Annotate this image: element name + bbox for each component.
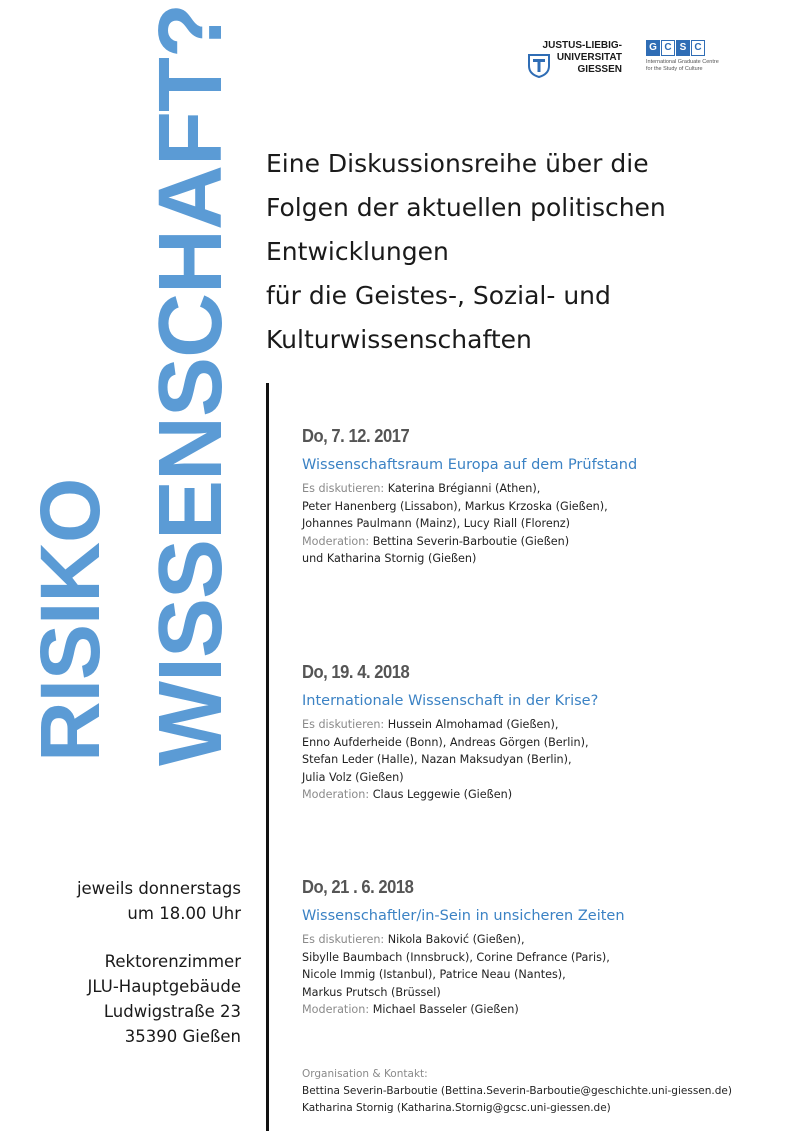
gcsc-sub2: for the Study of Culture xyxy=(646,66,703,72)
event-date: Do, 21 . 6. 2018 xyxy=(302,877,414,897)
speaker-line: Markus Prutsch (Brüssel) xyxy=(302,985,441,999)
discuss-label: Es diskutieren: xyxy=(302,933,385,946)
moderator-line: und Katharina Stornig (Gießen) xyxy=(302,552,477,565)
subtitle-line: für die Geistes-, Sozial- und xyxy=(266,281,611,310)
speaker-line: Johannes Paulmann (Mainz), Lucy Riall (Florenz) xyxy=(302,517,571,530)
contact-section xyxy=(302,1066,782,1117)
event-3 xyxy=(302,877,782,1019)
subtitle-line: Entwicklungen xyxy=(266,237,449,266)
info-time: um 18.00 Uhr xyxy=(127,904,241,923)
moderation-label: Moderation: xyxy=(302,788,370,801)
contact-line-2: Katharina Stornig (Katharina.Stornig@gcsc.uni-giessen.de) xyxy=(302,1102,611,1114)
series-description xyxy=(266,142,766,362)
moderator-line: Claus Leggewie (Gießen) xyxy=(369,788,513,801)
info-street: Ludwigstraße 23 xyxy=(103,1002,241,1021)
info-room: Rektorenzimmer xyxy=(104,952,241,971)
event-speakers xyxy=(302,716,782,804)
moderation-label: Moderation: xyxy=(302,1003,370,1016)
speaker-line: Stefan Leder (Halle), Nazan Maksudyan (Berlin), xyxy=(302,753,572,766)
event-title: Wissenschaftler/in-Sein in unsicheren Zeiten xyxy=(302,908,625,924)
jlu-logo xyxy=(512,40,627,90)
speaker-line: Sibylle Baumbach (Innsbruck), Corine Defrance (Paris), xyxy=(302,950,610,964)
discuss-label: Es diskutieren: xyxy=(302,482,385,495)
event-date: Do, 19. 4. 2018 xyxy=(302,662,410,682)
speaker-line: Nicole Immig (Istanbul), Patrice Neau (Nantes), xyxy=(302,968,566,981)
speaker-line: Katerina Brégianni (Athen), xyxy=(384,482,541,495)
speaker-line: Hussein Almohamad (Gießen), xyxy=(384,718,559,731)
speaker-line: Julia Volz (Gießen) xyxy=(302,770,404,784)
speaker-line: Enno Aufderheide (Bonn), Andreas Görgen (Berlin), xyxy=(302,735,589,749)
gcsc-sub1: International Graduate Centre xyxy=(646,59,719,65)
subtitle-line: Folgen der aktuellen politischen xyxy=(266,193,666,222)
gcsc-logo xyxy=(646,40,726,85)
info-weekday: jeweils donnerstags xyxy=(76,879,241,898)
subtitle-line: Eine Diskussionsreihe über die xyxy=(266,149,649,178)
gcsc-letter: S xyxy=(676,40,690,56)
moderation-label: Moderation: xyxy=(302,534,370,548)
event-title: Wissenschaftsraum Europa auf dem Prüfstand xyxy=(302,457,638,473)
speaker-line: Nikola Baković (Gießen), xyxy=(384,933,525,946)
gcsc-letters xyxy=(646,40,726,56)
contact-line-1: Bettina Severin-Barboutie (Bettina.Severin-Barboutie@geschichte.uni-giessen.de) xyxy=(302,1085,732,1097)
jlu-line1: JUSTUS-LIEBIG- xyxy=(542,40,622,51)
event-speakers xyxy=(302,931,782,1019)
title-wissenschaft: WISSENSCHAFT? xyxy=(141,4,241,766)
contact-heading: Organisation & Kontakt: xyxy=(302,1068,428,1080)
info-building: JLU-Hauptgebäude xyxy=(87,977,241,996)
gcsc-letter: C xyxy=(691,40,705,56)
event-speakers xyxy=(302,480,782,568)
moderator-line: Bettina Severin-Barboutie (Gießen) xyxy=(369,534,570,548)
jlu-line2: UNIVERSITAT xyxy=(556,52,622,63)
discuss-label: Es diskutieren: xyxy=(302,718,385,731)
event-date: Do, 7. 12. 2017 xyxy=(302,426,410,446)
moderator-line: Michael Basseler (Gießen) xyxy=(369,1003,519,1016)
event-title: Internationale Wissenschaft in der Krise? xyxy=(302,693,599,709)
gcsc-subtitle xyxy=(646,59,736,73)
speaker-line: Peter Hanenberg (Lissabon), Markus Krzoska (Gießen), xyxy=(302,499,608,513)
jlu-shield-icon xyxy=(528,54,550,78)
event-2 xyxy=(302,662,782,804)
jlu-line3: GIESSEN xyxy=(577,64,622,75)
time-location-info xyxy=(30,876,241,1049)
event-1 xyxy=(302,426,782,568)
info-city: 35390 Gießen xyxy=(124,1027,241,1046)
subtitle-line: Kulturwissenschaften xyxy=(266,325,532,354)
vertical-divider xyxy=(266,383,269,1131)
title-risiko: RISIKO xyxy=(23,478,117,762)
gcsc-letter: C xyxy=(661,40,675,56)
gcsc-letter: G xyxy=(646,40,660,56)
